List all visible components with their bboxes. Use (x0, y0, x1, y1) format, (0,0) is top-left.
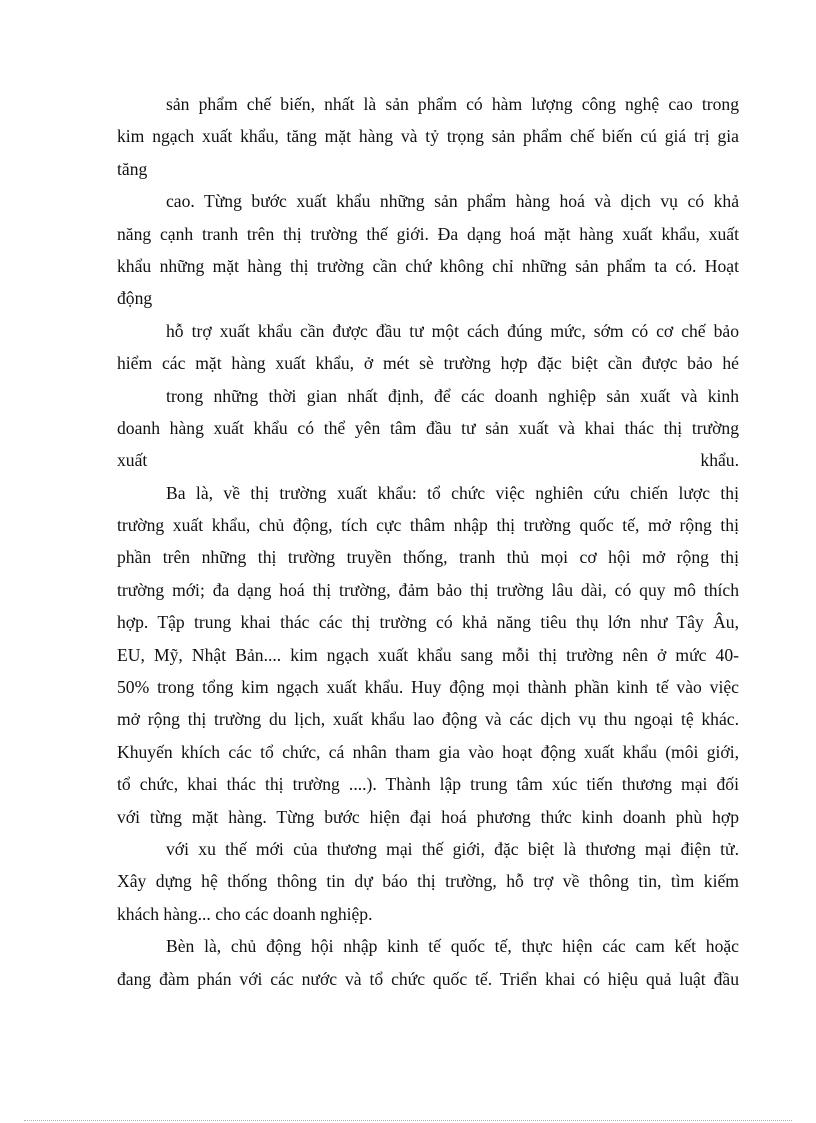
text-line: doanh hàng xuất khẩu có thể yên tâm đầu tư sản xuất và khai thác thị trường (117, 417, 739, 438)
text-line: phần trên những thị trường truyền thống, tranh thủ mọi cơ hội mở rộng thị (117, 547, 739, 568)
text-line: năng cạnh tranh trên thị trường thế giới. Đa dạng hoá mặt hàng xuất khẩu, xuất (117, 223, 739, 244)
text-line: với từng mặt hàng. Từng bước hiện đại hoá phương thức kinh doanh phù hợp (117, 806, 739, 827)
text-line-end: khẩu. (700, 450, 739, 471)
text-line: sản phẩm chế biến, nhất là sản phẩm có hàm lượng công nghệ cao trong (166, 94, 739, 114)
text-line (117, 444, 739, 476)
text-line: Bèn là, chủ động hội nhập kinh tế quốc tế, thực hiện các cam kết hoặc (166, 936, 739, 957)
page-bottom-rule (24, 1120, 792, 1121)
text-line: Xây dựng hệ thống thông tin dự báo thị trường, hỗ trợ về thông tin, tìm kiếm (117, 871, 739, 892)
text-line-start: xuất (117, 450, 148, 471)
body-text (117, 88, 739, 995)
text-line: hiểm các mặt hàng xuất khẩu, ở mét sè trường hợp đặc biệt cần được bảo hé (117, 353, 739, 374)
text-line: cao. Từng bước xuất khẩu những sản phẩm hàng hoá và dịch vụ có khả (166, 191, 739, 212)
text-line: EU, Mỹ, Nhật Bản.... kim ngạch xuất khẩu sang mỗi thị trường nên ở mức 40- (117, 644, 739, 665)
text-line: đang đàm phán với các nước và tổ chức quốc tế. Triển khai có hiệu quả luật đầu (117, 968, 739, 989)
text-line: khách hàng... cho các doanh nghiệp. (117, 903, 373, 924)
text-line: Ba là, về thị trường xuất khẩu: tổ chức việc nghiên cứu chiến lược thị (166, 482, 739, 503)
text-line: trong những thời gian nhất định, để các doanh nghiệp sản xuất và kinh (166, 385, 739, 406)
text-line: mở rộng thị trường du lịch, xuất khẩu lao động và các dịch vụ thu ngoại tệ khác. (117, 709, 739, 730)
text-line: với xu thế mới của thương mại thế giới, đặc biệt là thương mại điện tử. (166, 838, 739, 859)
text-line: tổ chức, khai thác thị trường ....). Thành lập trung tâm xúc tiến thương mại đối (117, 774, 739, 795)
text-line: tăng (117, 158, 148, 179)
text-line: trường mới; đa dạng hoá thị trường, đảm bảo thị trường lâu dài, có quy mô thích (117, 579, 739, 600)
text-line: hỗ trợ xuất khẩu cần được đầu tư một cách đúng mức, sớm có cơ chế bảo (166, 320, 739, 341)
text-line: kim ngạch xuất khẩu, tăng mặt hàng và tỷ trọng sản phẩm chế biến cú giá trị gia (117, 126, 739, 147)
text-line: Khuyến khích các tổ chức, cá nhân tham gia vào hoạt động xuất khẩu (môi giới, (117, 741, 739, 762)
text-line: khẩu những mặt hàng thị trường cần chứ không chỉ những sản phẩm ta có. Hoạt (117, 255, 739, 276)
text-line: động (117, 288, 153, 309)
text-line: trường xuất khẩu, chủ động, tích cực thâm nhập thị trường quốc tế, mở rộng thị (117, 515, 739, 536)
text-line: hợp. Tập trung khai thác các thị trường có khả năng tiêu thụ lớn như Tây Âu, (117, 612, 739, 633)
text-line: 50% trong tổng kim ngạch xuất khẩu. Huy động mọi thành phần kinh tế vào việc (117, 677, 739, 698)
